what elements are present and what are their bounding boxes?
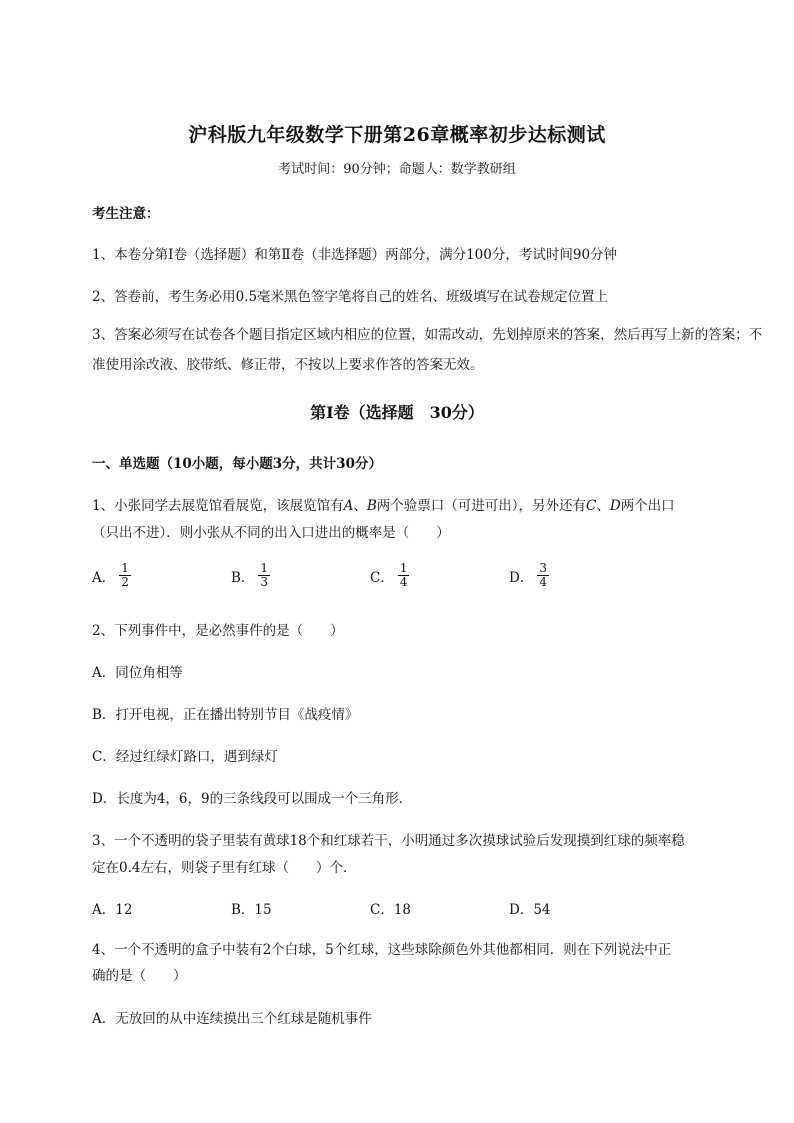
notice-heading: 考生注意： — [92, 206, 160, 222]
question-3-line-2: 定在0.4左右，则袋子里有红球（ ）个． — [92, 860, 357, 876]
option-label: C． — [370, 569, 394, 586]
q1-var-b: B — [366, 498, 377, 514]
q3-option-a: A．12 — [92, 902, 133, 918]
q2-option-d: D．长度为4，6，9的三条线段可以围成一个三角形． — [92, 791, 413, 807]
q1-var-d: D — [609, 498, 621, 514]
q1-option-d — [509, 562, 549, 589]
option-label: D． — [509, 569, 534, 586]
exam-subtitle: 考试时间：90分钟；命题人：数学教研组 — [278, 162, 516, 177]
section-title: 第I卷（选择题 30分） — [310, 403, 484, 422]
option-label: B． — [231, 569, 255, 586]
fraction — [537, 562, 549, 589]
q1-text-a: 1、小张同学去展览馆看展览，该展览馆有 — [92, 498, 344, 514]
question-4-line-1: 4、一个不透明的盒子中装有2个白球，5个红球，这些球除颜色外其他都相同．则在下列说法中正 — [92, 942, 672, 958]
q3-option-d: D．54 — [509, 902, 551, 918]
fraction — [119, 562, 131, 589]
fraction-denominator: 4 — [399, 575, 408, 589]
fraction-numerator: 1 — [121, 561, 129, 575]
q1-option-a — [92, 562, 131, 589]
q1-var-a: A — [343, 498, 354, 514]
question-1-line-2: （只出不进）．则小张从不同的出入口进出的概率是（ ） — [92, 525, 450, 541]
fraction — [398, 562, 410, 589]
fraction-denominator: 3 — [260, 575, 269, 589]
fraction-numerator: 3 — [539, 561, 547, 575]
notice-item-3: 3、答案必须写在试卷各个题目指定区域内相应的位置，如需改动，先划掉原来的答案，然后再写上新的答案；不准使用涂改液、胶带纸、修正带，不按以上要求作答的答案无效。 — [92, 327, 763, 373]
fraction-denominator: 2 — [121, 575, 129, 589]
q1-option-b — [231, 562, 270, 589]
part-heading: 一、单选题（10小题，每小题3分，共计30分） — [92, 456, 382, 472]
fraction — [258, 562, 270, 589]
q2-option-c: C．经过红绿灯路口，遇到绿灯 — [92, 749, 278, 765]
q1-sep-1: 、 — [353, 498, 367, 514]
fraction-numerator: 1 — [399, 561, 408, 575]
notice-item-1: 1、本卷分第I卷（选择题）和第Ⅱ卷（非选择题）两部分，满分100分，考试时间90分钟 — [92, 247, 618, 263]
notice-item-2: 2、答卷前，考生务必用0.5毫米黑色签字笔将自己的姓名、班级填写在试卷规定位置上 — [92, 289, 609, 305]
q2-option-b: B．打开电视，正在播出特别节目《战疫情》 — [92, 707, 359, 723]
question-3-line-1: 3、一个不透明的袋子里装有黄球18个和红球若干，小明通过多次摸球试验后发现摸到红球的频率稳 — [92, 833, 685, 849]
q1-var-c: C — [586, 498, 597, 514]
fraction-denominator: 4 — [539, 575, 547, 589]
exam-title: 沪科版九年级数学下册第26章概率初步达标测试 — [188, 124, 606, 146]
q1-sep-2: 、 — [596, 498, 610, 514]
question-4-line-2: 确的是（ ） — [92, 968, 187, 984]
option-label: A． — [92, 569, 116, 586]
q1-text-c: 两个出口 — [620, 498, 675, 514]
q4-option-a: A．无放回的从中连续摸出三个红球是随机事件 — [92, 1011, 372, 1027]
q3-option-b: B．15 — [231, 902, 272, 918]
question-1-line-1 — [92, 494, 752, 514]
fraction-numerator: 1 — [260, 561, 269, 575]
q2-option-a: A．同位角相等 — [92, 665, 183, 681]
q1-option-c — [370, 562, 409, 589]
q3-option-c: C．18 — [370, 902, 412, 918]
q1-text-b: 两个验票口（可进可出），另外还有 — [376, 498, 587, 514]
question-2-text: 2、下列事件中，是必然事件的是（ ） — [92, 623, 344, 639]
